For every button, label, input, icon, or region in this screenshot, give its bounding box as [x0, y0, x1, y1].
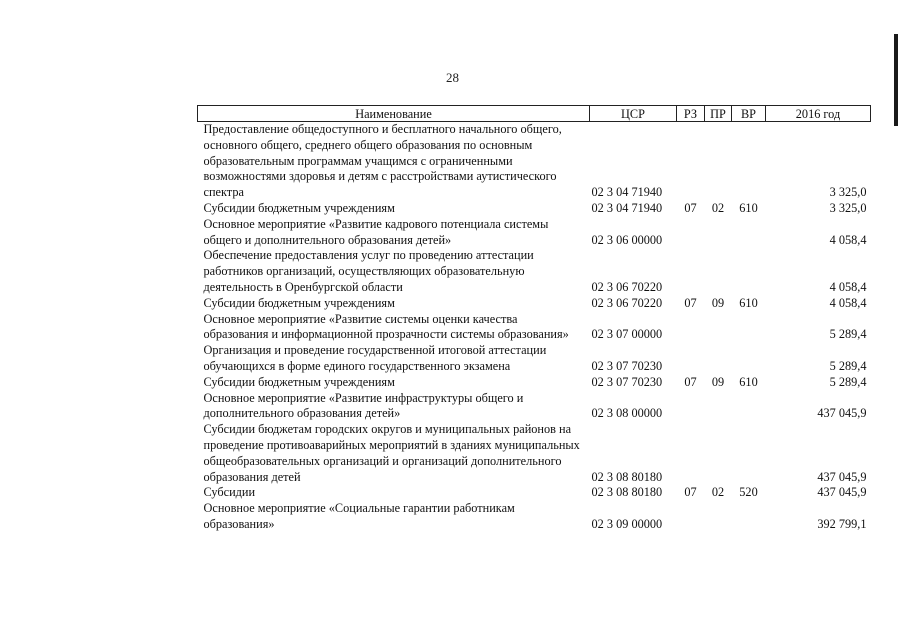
row-rz [677, 248, 705, 295]
row-pr: 02 [711, 200, 725, 215]
row-amount: 4 058,4 [829, 279, 867, 294]
table-row [198, 296, 871, 312]
row-rz [677, 312, 705, 344]
header-pr: ПР [705, 106, 732, 122]
row-pr [705, 122, 732, 201]
row-amount: 4 058,4 [829, 232, 867, 247]
table-row [198, 422, 871, 485]
row-csr: 02 3 08 80180 [591, 485, 663, 500]
row-amount: 4 058,4 [829, 295, 867, 310]
row-name: Предоставление общедоступного и бесплатного начального общего, основного общего, среднего общего образования по основным образовательным программам учащимся с ограниченными возможностями здоровья и детям с расстройствами аутистического спектра [203, 122, 562, 200]
row-pr [705, 343, 732, 375]
table-row [198, 248, 871, 295]
table-row [198, 201, 871, 217]
table-row [198, 501, 871, 533]
row-rz: 07 [684, 200, 697, 215]
row-pr [705, 217, 732, 249]
header-vr: ВР [732, 106, 766, 122]
row-pr: 09 [711, 295, 725, 310]
row-amount: 5 289,4 [829, 358, 867, 373]
row-vr [732, 248, 766, 295]
row-amount: 3 325,0 [829, 185, 867, 200]
row-vr [732, 312, 766, 344]
table-row [198, 375, 871, 391]
row-vr: 520 [739, 485, 758, 500]
row-name: Субсидии бюджетным учреждениям [203, 200, 395, 215]
row-name: Субсидии бюджетным учреждениям [203, 295, 395, 310]
table-row [198, 343, 871, 375]
row-name: Организация и проведение государственной итоговой аттестации обучающихся в форме единого государственного экзамена [203, 343, 547, 373]
row-name: Субсидии бюджетам городских округов и муниципальных районов на проведение противоаварийных мероприятий в зданиях муниципальных общеобразовательных организаций и организаций дополнительного образования детей [203, 422, 580, 484]
row-amount: 5 289,4 [829, 374, 867, 389]
header-rz: РЗ [677, 106, 705, 122]
row-csr: 02 3 07 70230 [591, 358, 663, 373]
row-rz: 07 [684, 485, 697, 500]
row-vr: 610 [739, 295, 758, 310]
row-amount: 437 045,9 [817, 469, 867, 484]
row-name: Обеспечение предоставления услуг по проведению аттестации работников организаций, осуществляющих образовательную деятельность в Оренбургской области [203, 248, 534, 294]
row-rz [677, 217, 705, 249]
row-csr: 02 3 06 70220 [591, 279, 663, 294]
row-vr: 610 [739, 374, 758, 389]
row-rz: 07 [684, 374, 697, 389]
table-header-row [198, 106, 871, 122]
table-row [198, 122, 871, 201]
row-csr: 02 3 07 70230 [591, 374, 663, 389]
row-amount: 437 045,9 [817, 485, 867, 500]
row-csr: 02 3 08 00000 [591, 406, 663, 421]
row-rz [677, 501, 705, 533]
row-rz: 07 [684, 295, 697, 310]
header-year: 2016 год [766, 106, 871, 122]
table-row [198, 391, 871, 423]
table-row [198, 217, 871, 249]
row-name: Основное мероприятие «Развитие кадрового потенциала системы общего и дополнительного образования детей» [203, 216, 549, 247]
row-vr [732, 122, 766, 201]
row-vr [732, 343, 766, 375]
row-vr [732, 422, 766, 485]
table-row [198, 485, 871, 501]
row-vr [732, 501, 766, 533]
row-vr [732, 391, 766, 423]
row-pr [705, 501, 732, 533]
row-pr [705, 248, 732, 295]
table-row [198, 312, 871, 344]
row-name: Основное мероприятие «Развитие инфраструктуры общего и дополнительного образования детей» [203, 390, 524, 421]
row-vr: 610 [739, 200, 758, 215]
budget-table [197, 105, 871, 533]
row-amount: 437 045,9 [817, 406, 867, 421]
row-pr: 09 [711, 374, 725, 389]
row-amount: 3 325,0 [829, 200, 867, 215]
row-rz [677, 122, 705, 201]
header-csr: ЦСР [590, 106, 677, 122]
header-name: Наименование [198, 106, 590, 122]
row-pr [705, 312, 732, 344]
row-csr: 02 3 08 80180 [591, 469, 663, 484]
row-amount: 392 799,1 [817, 516, 867, 531]
row-pr [705, 391, 732, 423]
scan-edge-mark [894, 34, 898, 126]
row-name: Основное мероприятие «Социальные гарантии работникам образования» [203, 501, 515, 531]
row-csr: 02 3 06 00000 [591, 232, 663, 247]
row-name: Основное мероприятие «Развитие системы оценки качества образования и информационной прозрачности системы образования» [203, 311, 569, 342]
row-name: Субсидии бюджетным учреждениям [203, 374, 395, 389]
row-name: Субсидии [203, 485, 256, 500]
row-csr: 02 3 06 70220 [591, 295, 663, 310]
row-amount: 5 289,4 [829, 327, 867, 342]
row-pr: 02 [711, 485, 725, 500]
row-rz [677, 343, 705, 375]
row-rz [677, 422, 705, 485]
page-number: 28 [446, 70, 459, 85]
row-csr: 02 3 07 00000 [591, 327, 663, 342]
row-csr: 02 3 04 71940 [591, 200, 663, 215]
row-pr [705, 422, 732, 485]
row-vr [732, 217, 766, 249]
row-csr: 02 3 09 00000 [591, 516, 663, 531]
row-csr: 02 3 04 71940 [591, 185, 663, 200]
row-rz [677, 391, 705, 423]
